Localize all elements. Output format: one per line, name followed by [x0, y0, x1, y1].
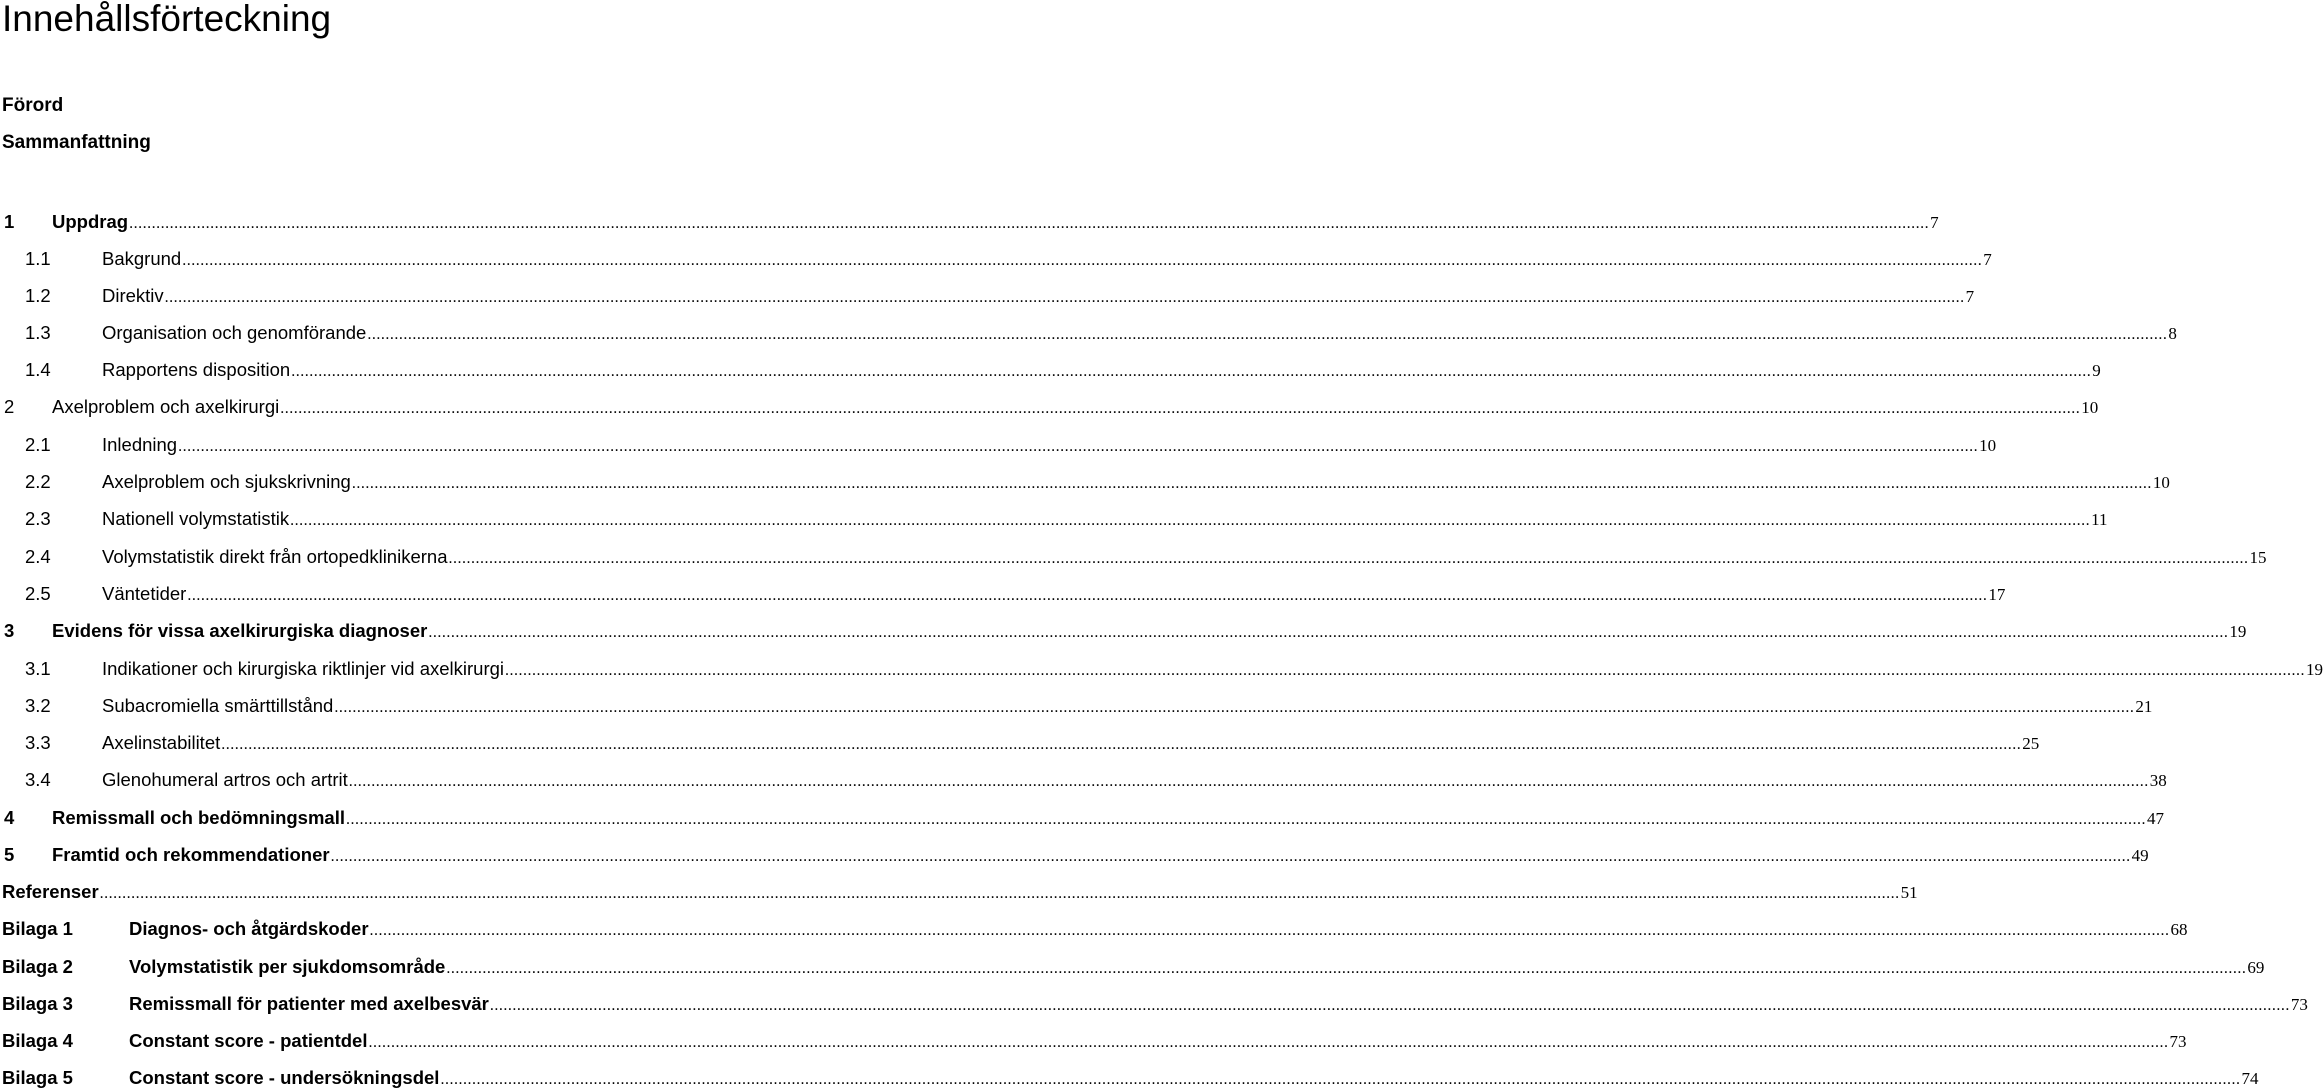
toc-page-number: 19	[2229, 622, 2247, 641]
toc-entry-label: Diagnos- och åtgärdskoder	[129, 918, 369, 939]
toc-dot-leader: ................................................................................................................................................................................................................................................................................................................................................................................................................	[448, 550, 2249, 567]
toc-page-number: 21	[2135, 697, 2153, 716]
toc-page-number: 9	[2092, 361, 2101, 380]
toc-entry[interactable]	[2, 1029, 2187, 1053]
toc-page-number: 7	[1965, 287, 1975, 306]
toc-entry[interactable]	[2, 955, 2265, 979]
toc-dot-leader: ................................................................................................................................................................................................................................................................................................................................................................................................................	[164, 289, 1965, 306]
toc-entry-label: Remissmall och bedömningsmall	[52, 807, 345, 828]
toc-entry-number: 1.4	[25, 359, 51, 380]
toc-entry-number: Bilaga 4	[2, 1030, 73, 1051]
toc-entry-number: 2.5	[25, 583, 51, 604]
toc-dot-leader: ................................................................................................................................................................................................................................................................................................................................................................................................................	[187, 587, 1988, 604]
toc-page-number: 19	[2306, 660, 2323, 679]
toc-entry[interactable]	[4, 210, 1939, 234]
toc-foreword[interactable]: Förord	[2, 95, 64, 116]
toc-entry-label: Remissmall för patienter med axelbesvär	[129, 993, 489, 1014]
toc-dot-leader: ................................................................................................................................................................................................................................................................................................................................................................................................................	[367, 326, 2168, 343]
toc-entry[interactable]	[25, 731, 2040, 755]
toc-entry[interactable]	[25, 321, 2177, 345]
toc-dot-leader: ................................................................................................................................................................................................................................................................................................................................................................................................................	[178, 438, 1979, 455]
toc-entry[interactable]	[25, 582, 2006, 606]
toc-dot-leader: ................................................................................................................................................................................................................................................................................................................................................................................................................	[129, 215, 1930, 232]
toc-entry-label: Glenohumeral artros och artrit	[102, 769, 348, 790]
toc-entry-number: Bilaga 1	[2, 918, 73, 939]
toc-dot-leader: ................................................................................................................................................................................................................................................................................................................................................................................................................	[351, 475, 2152, 492]
toc-entry[interactable]	[25, 545, 2267, 569]
toc-entry-label: Subacromiella smärttillstånd	[102, 695, 334, 716]
toc-page-number: 17	[1988, 585, 2006, 604]
toc-entry-label: Väntetider	[102, 583, 187, 604]
toc-entry-label: Organisation och genomförande	[102, 322, 367, 343]
toc-page-number: 10	[2081, 398, 2099, 417]
toc-entry[interactable]	[4, 806, 2164, 830]
toc-page-number: 38	[2149, 771, 2167, 790]
toc-entry[interactable]	[25, 247, 1992, 271]
toc-entry[interactable]	[25, 284, 1975, 308]
toc-entry[interactable]	[4, 843, 2149, 867]
toc-entry[interactable]	[25, 694, 2153, 718]
toc-entry-number: 2.4	[25, 546, 51, 567]
toc-dot-leader: ................................................................................................................................................................................................................................................................................................................................................................................................................	[290, 512, 2091, 529]
toc-dot-leader: ................................................................................................................................................................................................................................................................................................................................................................................................................	[348, 773, 2149, 790]
toc-dot-leader: ................................................................................................................................................................................................................................................................................................................................................................................................................	[330, 848, 2131, 865]
toc-entry-label: Nationell volymstatistik	[102, 508, 290, 529]
toc-dot-leader: ................................................................................................................................................................................................................................................................................................................................................................................................................	[368, 1034, 2169, 1051]
toc-dot-leader: ................................................................................................................................................................................................................................................................................................................................................................................................................	[446, 960, 2247, 977]
toc-entry-number: Bilaga 2	[2, 956, 73, 977]
toc-entry-label: Evidens för vissa axelkirurgiska diagnoser	[52, 620, 428, 641]
toc-dot-leader: ................................................................................................................................................................................................................................................................................................................................................................................................................	[221, 736, 2022, 753]
toc-page-number: 25	[2022, 734, 2040, 753]
toc-dot-leader: ................................................................................................................................................................................................................................................................................................................................................................................................................	[369, 922, 2170, 939]
toc-entry-number: 1	[4, 211, 15, 232]
toc-page-number: 51	[1900, 883, 1918, 902]
toc-entry-label: Constant score - undersökningsdel	[129, 1067, 440, 1088]
toc-entry[interactable]	[25, 768, 2167, 792]
toc-entry[interactable]	[2, 992, 2308, 1016]
toc-entry-label: Indikationer och kirurgiska riktlinjer vid axelkirurgi	[102, 658, 505, 679]
toc-page-number: 73	[2290, 995, 2308, 1014]
toc-entry-label: Referenser	[2, 881, 99, 902]
toc-entry[interactable]	[4, 619, 2247, 643]
toc-entry-number: 4	[4, 807, 15, 828]
toc-entry[interactable]	[2, 1066, 2259, 1090]
toc-page-number: 69	[2247, 958, 2265, 977]
toc-entry-number: 1.1	[25, 248, 51, 269]
toc-entry-number: 1.3	[25, 322, 51, 343]
toc-summary[interactable]: Sammanfattning	[2, 132, 151, 153]
toc-page-number: 47	[2147, 809, 2164, 828]
toc-dot-leader: ................................................................................................................................................................................................................................................................................................................................................................................................................	[428, 624, 2229, 641]
toc-entry-number: 2.1	[25, 434, 51, 455]
toc-entry-number: Bilaga 5	[2, 1067, 73, 1088]
toc-entry[interactable]	[25, 657, 2323, 681]
toc-entry-label: Rapportens disposition	[102, 359, 291, 380]
toc-page-number: 11	[2091, 510, 2108, 529]
toc-dot-leader: ................................................................................................................................................................................................................................................................................................................................................................................................................	[334, 699, 2135, 716]
toc-dot-leader: ................................................................................................................................................................................................................................................................................................................................................................................................................	[489, 997, 2290, 1014]
toc-entry-label: Volymstatistik direkt från ortopedklinikerna	[102, 546, 448, 567]
toc-page-number: 10	[2152, 473, 2170, 492]
toc-dot-leader: ................................................................................................................................................................................................................................................................................................................................................................................................................	[505, 662, 2306, 679]
toc-entry-number: 3.2	[25, 695, 51, 716]
toc-dot-leader: ................................................................................................................................................................................................................................................................................................................................................................................................................	[346, 811, 2146, 828]
toc-entry-number: 3.4	[25, 769, 51, 790]
toc-entry-label: Inledning	[102, 434, 178, 455]
toc-entry[interactable]	[4, 395, 2099, 419]
toc-entry-number: 3.3	[25, 732, 51, 753]
toc-entry-number: 3	[4, 620, 15, 641]
toc-entry-number: 2.3	[25, 508, 51, 529]
toc-entry-number: 2.2	[25, 471, 51, 492]
toc-entry-label: Bakgrund	[102, 248, 182, 269]
toc-entry-number: 1.2	[25, 285, 51, 306]
toc-entry-number: 3.1	[25, 658, 51, 679]
toc-dot-leader: ................................................................................................................................................................................................................................................................................................................................................................................................................	[182, 252, 1983, 269]
toc-page-number: 68	[2170, 920, 2188, 939]
toc-dot-leader: ................................................................................................................................................................................................................................................................................................................................................................................................................	[99, 885, 1900, 902]
toc-page-number: 15	[2249, 548, 2267, 567]
toc-entry[interactable]	[2, 880, 1918, 904]
toc-page-number: 74	[2241, 1069, 2259, 1088]
toc-entry-label: Axelproblem och sjukskrivning	[102, 471, 351, 492]
toc-entry-label: Constant score - patientdel	[129, 1030, 368, 1051]
toc-page-number: 7	[1930, 213, 1939, 232]
toc-dot-leader: ................................................................................................................................................................................................................................................................................................................................................................................................................	[440, 1071, 2241, 1088]
toc-entry-label: Volymstatistik per sjukdomsområde	[129, 956, 446, 977]
toc-dot-leader: ................................................................................................................................................................................................................................................................................................................................................................................................................	[280, 400, 2081, 417]
toc-entry[interactable]	[25, 470, 2170, 494]
toc-page-number: 7	[1983, 250, 1992, 269]
toc-entry-label: Direktiv	[102, 285, 164, 306]
toc-page-number: 10	[1979, 436, 1997, 455]
toc-entry-number: Bilaga 3	[2, 993, 73, 1014]
toc-entry-label: Axelproblem och axelkirurgi	[52, 396, 280, 417]
toc-entry-label: Framtid och rekommendationer	[52, 844, 330, 865]
toc-page-number: 49	[2131, 846, 2149, 865]
page-title: Innehållsförteckning	[2, 0, 332, 39]
toc-dot-leader: ................................................................................................................................................................................................................................................................................................................................................................................................................	[291, 363, 2092, 380]
toc-entry[interactable]	[25, 507, 2108, 531]
toc-entry-label: Axelinstabilitet	[102, 732, 221, 753]
toc-entry-number: 5	[4, 844, 15, 865]
toc-page-number: 73	[2169, 1032, 2187, 1051]
toc-entry[interactable]	[25, 358, 2101, 382]
toc-entry-label: Uppdrag	[52, 211, 129, 232]
toc-entry-number: 2	[4, 396, 15, 417]
toc-entry[interactable]	[25, 433, 1997, 457]
toc-entry[interactable]	[2, 917, 2188, 941]
toc-page-number: 8	[2168, 324, 2177, 343]
